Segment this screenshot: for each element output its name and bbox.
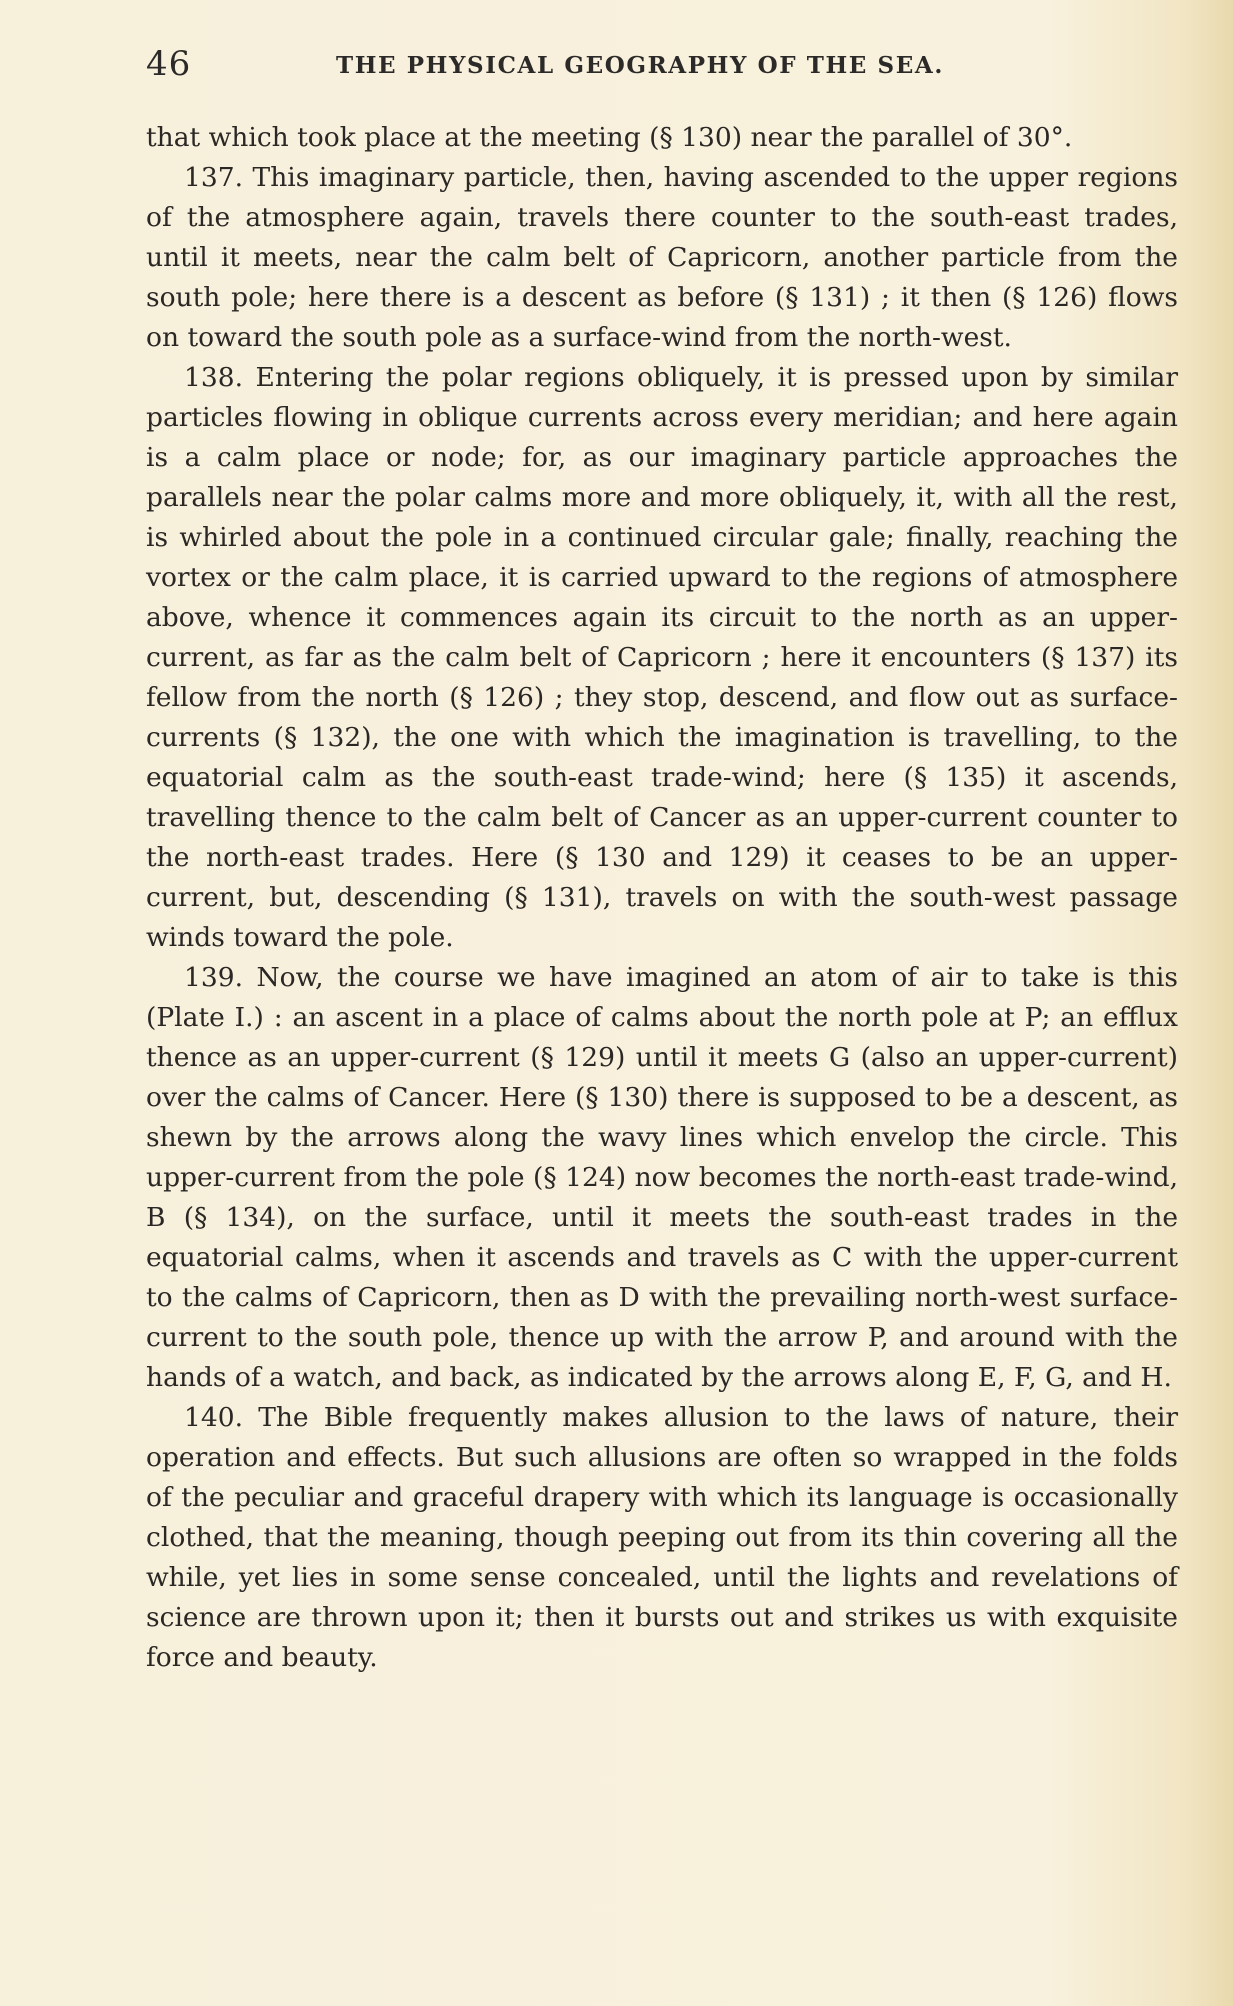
running-title: THE PHYSICAL GEOGRAPHY OF THE SEA. <box>336 52 944 79</box>
body-text <box>146 118 1178 1678</box>
running-head <box>142 44 1182 88</box>
paragraph-140: 140. The Bible frequently makes allusion to the laws of nature, their operation and effects. But such allusions are often so wrapped in the folds of the peculiar and graceful drapery with which its language is occasionally clothed, that the meaning, though peeping out from its thin covering all the while, yet lies in some sense concealed, until the lights and revelations of science are thrown upon it; then it bursts out and strikes us with exquisite force and beauty. <box>146 1402 1178 1673</box>
paragraph-139: 139. Now, the course we have imagined an atom of air to take is this (Plate I.) : an ascent in a place of calms about the north pole at P; an efflux thence as an upper-current (§ 129) until it meets G (also an upper-current) over the calms of Cancer. Here (§ 130) there is supposed to be a descent, as shewn by the arrows along the wavy lines which envelop the circle. This upper-current from the pole (§ 124) now becomes the north-east trade-wind, B (§ 134), on the surface, until it meets the south-east trades in the equatorial calms, when it ascends and travels as C with the upper-current to the calms of Capricorn, then as D with the prevailing north-west surface-current to the south pole, thence up with the arrow P, and around with the hands of a watch, and back, as indicated by the arrows along E, F, G, and H. <box>146 962 1178 1393</box>
paragraph-137: 137. This imaginary particle, then, having ascended to the upper regions of the atmosphere again, travels there counter to the south-east trades, until it meets, near the calm belt of Capricorn, another particle from the south pole; here there is a descent as before (§ 131) ; it then (§ 126) flows on toward the south pole as a surface-wind from the north-west. <box>146 162 1178 353</box>
page-number: 46 <box>146 44 192 84</box>
paragraph-138: 138. Entering the polar regions obliquely, it is pressed upon by similar particles flowing in oblique currents across every meridian; and here again is a calm place or node; for, as our imaginary particle approaches the parallels near the polar calms more and more obliquely, it, with all the rest, is whirled about the pole in a continued circular gale; finally, reaching the vortex or the calm place, it is carried upward to the regions of atmosphere above, whence it commences again its circuit to the north as an upper-current, as far as the calm belt of Capricorn ; here it encounters (§ 137) its fellow from the north (§ 126) ; they stop, descend, and flow out as surface-currents (§ 132), the one with which the imagination is travelling, to the equatorial calm as the south-east trade-wind; here (§ 135) it ascends, travelling thence to the calm belt of Cancer as an upper-current counter to the north-east trades. Here (§ 130 and 129) it ceases to be an upper-current, but, descending (§ 131), travels on with the south-west passage winds toward the pole. <box>146 362 1178 953</box>
continuation-paragraph: that which took place at the meeting (§ 130) near the parallel of 30°. <box>146 122 1073 153</box>
